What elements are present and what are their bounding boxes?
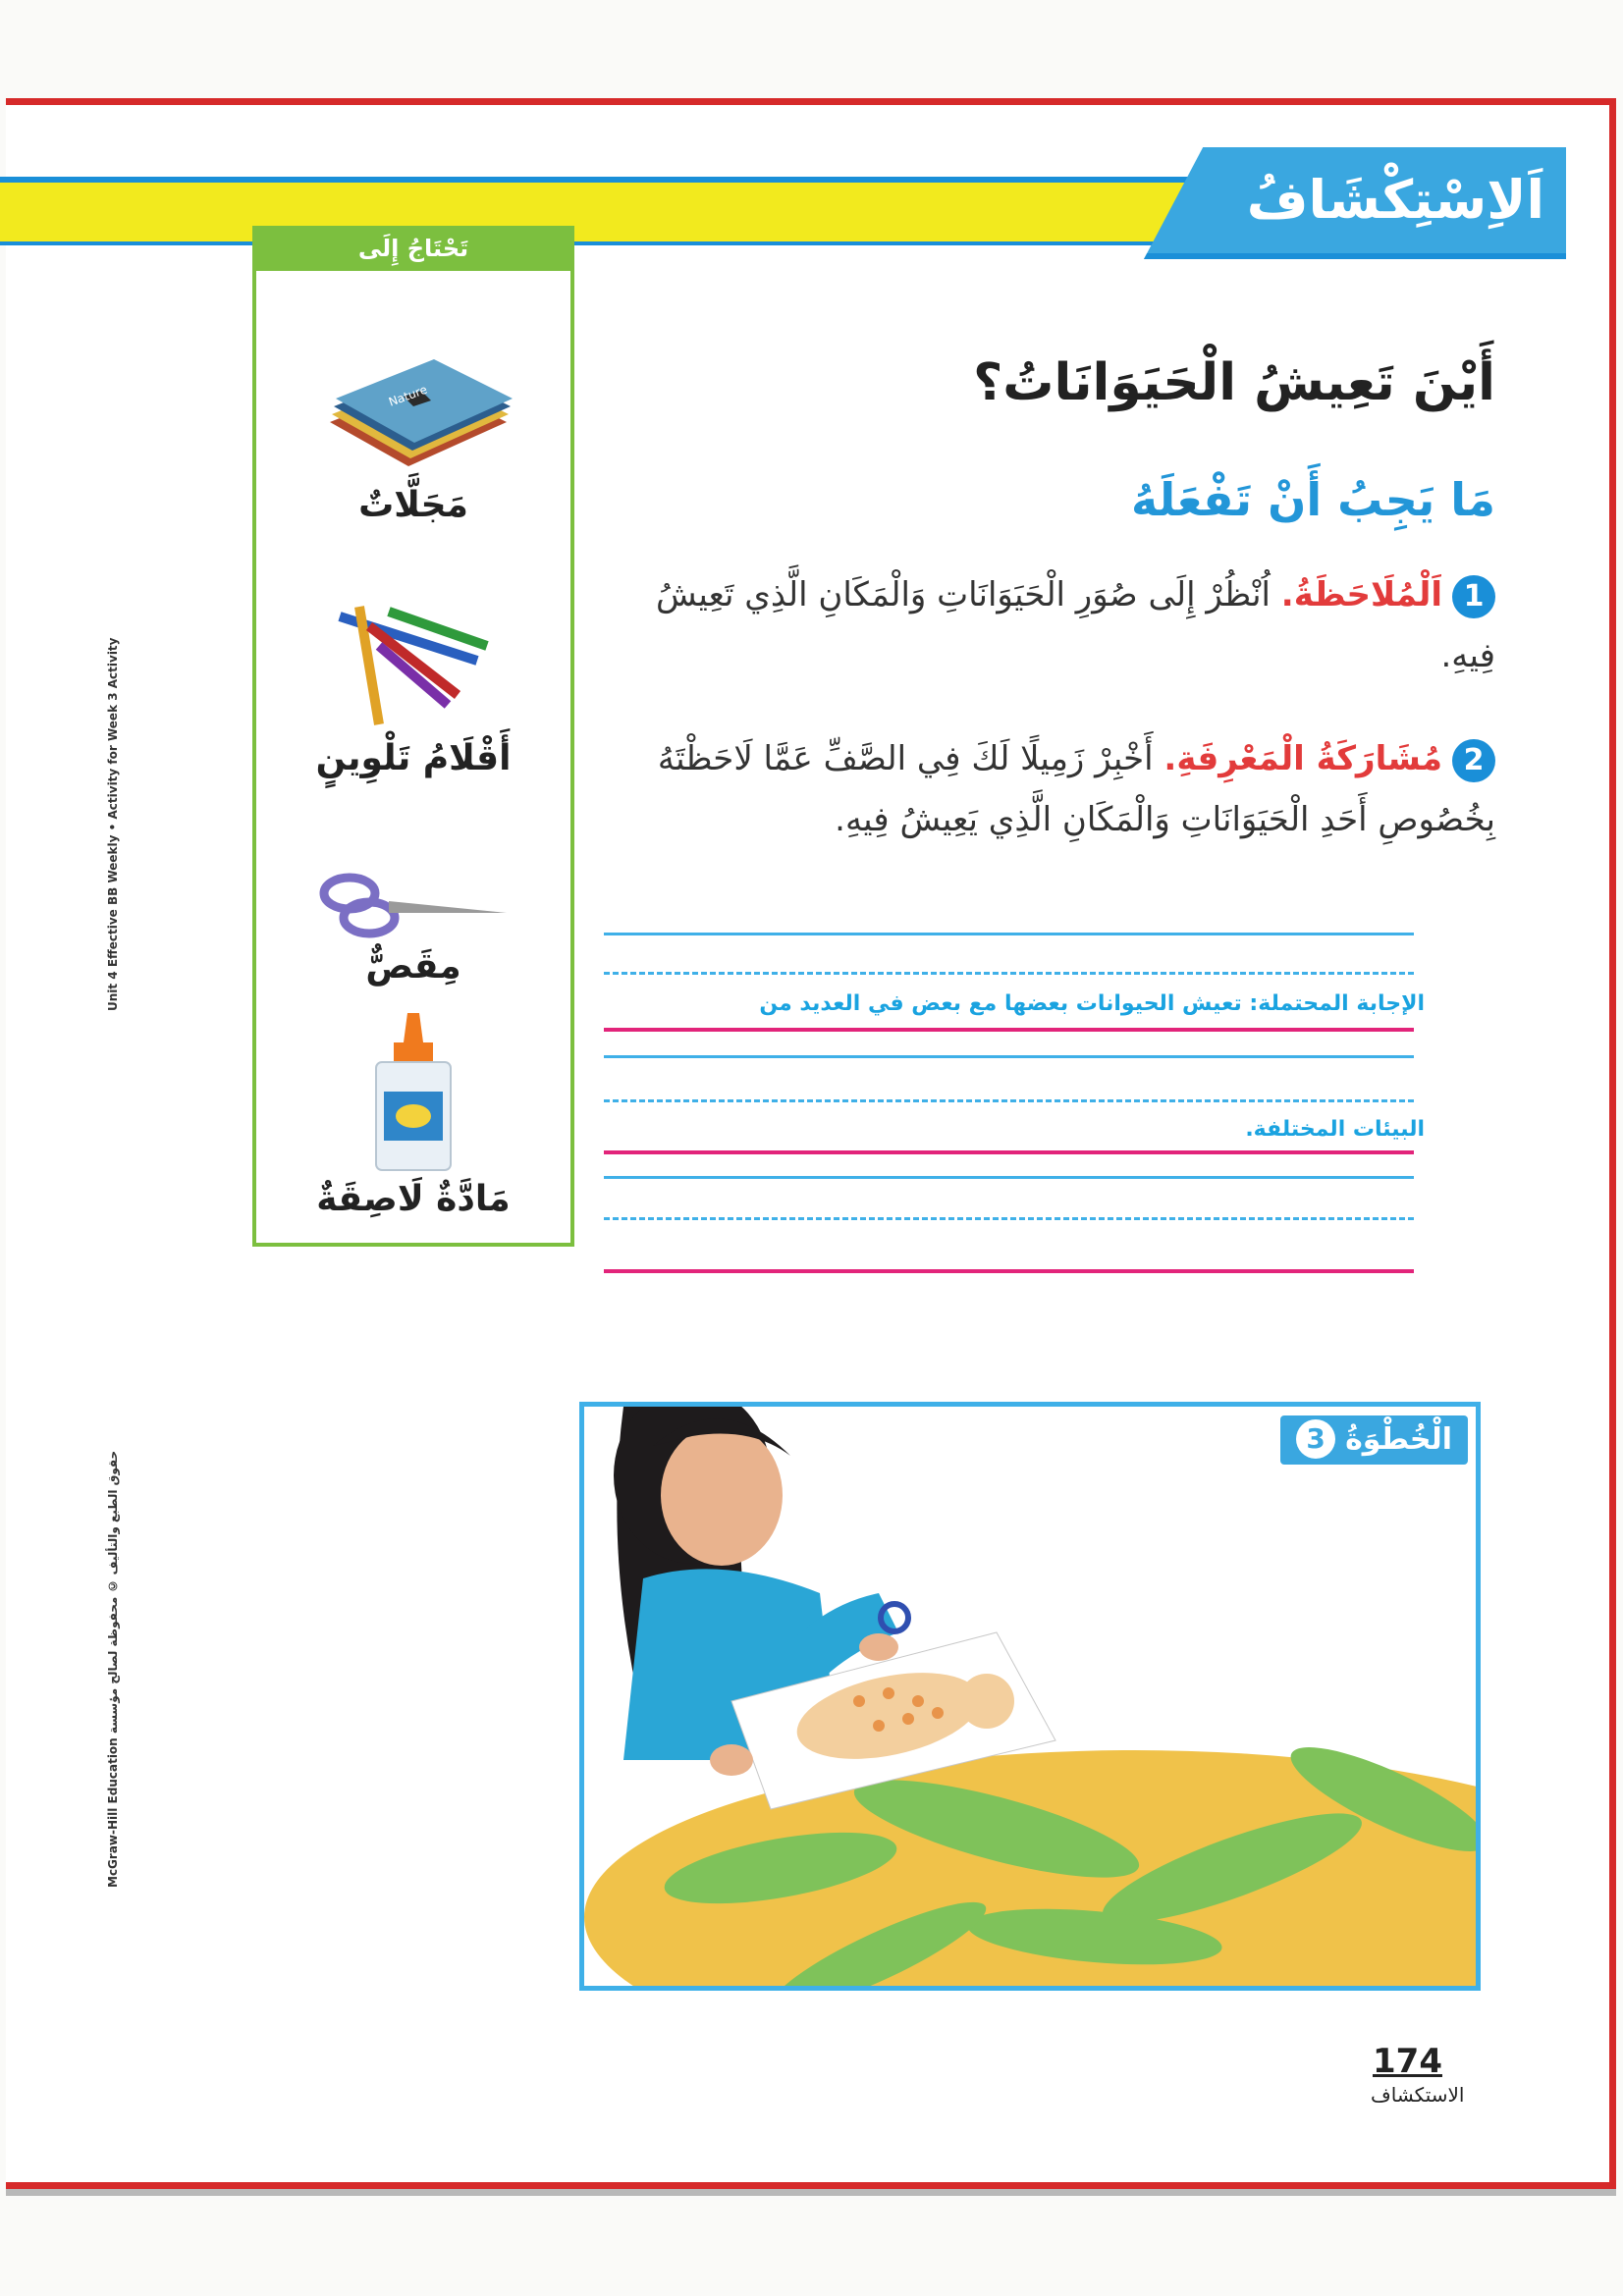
material-crayons: [252, 587, 574, 778]
step-number: 1: [1452, 575, 1495, 618]
answer-line-1: الإجابة المحتملة: تعيش الحيوانات بعضها مع بعض في العديد من: [759, 991, 1425, 1016]
step-text: اُنْظُرْ إِلَى صُوَرِ الْحَيَوَانَاتِ وَالْمَكَانِ الَّذِي تَعِيشُ فِيهِ.: [656, 575, 1495, 675]
step-number: 2: [1452, 739, 1495, 782]
step-text: أَخْبِرْ زَمِيلًا لَكَ فِي الصَّفِّ عَمَّا لَاحَظْتَهُ بِخُصُوصِ أَحَدِ الْحَيَوَانَاتِ وَالْمَكَانِ الَّذِي يَعِيشُ فِيهِ.: [657, 739, 1495, 839]
step-key: مُشَارَكَةُ الْمَعْرِفَةِ.: [1163, 739, 1442, 778]
material-label: مِقَصٌّ: [365, 946, 461, 987]
magazines-icon: [310, 324, 516, 481]
page-footer-label: الاستكشاف: [1371, 2083, 1465, 2107]
activity-photo: [579, 1402, 1481, 1991]
question-title: أَيْنَ تَعِيشُ الْحَيَوَانَاتُ؟: [973, 353, 1495, 412]
crayons-icon: [310, 587, 516, 734]
writing-line: [604, 1099, 1414, 1102]
svg-text:Nature: Nature: [386, 382, 430, 409]
subheading: مَا يَجِبُ أَنْ تَفْعَلَهُ: [1131, 473, 1495, 526]
material-label: أَقْلَامُ تَلْوِينٍ: [315, 738, 512, 778]
writing-line: [604, 1150, 1414, 1154]
materials-header: تَحْتَاجُ إِلَى: [252, 226, 574, 271]
step-key: اَلْمُلَاحَظَةُ.: [1280, 575, 1442, 614]
step-2: [592, 728, 1495, 850]
step-1: [592, 564, 1495, 686]
writing-line: [604, 1028, 1414, 1032]
material-label: مَادَّةٌ لَاصِقَةٌ: [316, 1179, 511, 1219]
step-3-text: الْخُطْوَةُ: [1345, 1421, 1452, 1457]
section-title: اَلاِسْتِكْشَافُ: [1246, 169, 1544, 231]
material-magazines: [252, 324, 574, 525]
step-3-label: [1280, 1415, 1468, 1465]
scissors-icon: [310, 864, 516, 942]
writing-line: [604, 1176, 1414, 1179]
material-label: مَجَلَّاتٌ: [358, 485, 468, 525]
answer-line-2: البيئات المختلفة.: [1245, 1117, 1425, 1142]
material-scissors: [252, 864, 574, 987]
writing-line: [604, 972, 1414, 975]
writing-line: [604, 933, 1414, 935]
writing-line: [604, 1055, 1414, 1058]
writing-line: [604, 1217, 1414, 1220]
page-number: 174: [1373, 2042, 1442, 2081]
header-band: [0, 177, 1217, 245]
writing-line: [604, 1269, 1414, 1273]
step-3-number: 3: [1296, 1419, 1335, 1459]
side-caption-bottom: حقوق الطبع والتأليف © محفوظة لصالح مؤسسة McGraw-Hill Education: [106, 1450, 120, 1888]
glue-icon: [354, 1013, 472, 1175]
material-glue: [252, 1013, 574, 1219]
side-caption-top: Unit 4 Effective BB Weekly • Activity for Week 3 Activity: [106, 637, 120, 1012]
girl-cutting-illustration: [584, 1407, 1476, 1986]
